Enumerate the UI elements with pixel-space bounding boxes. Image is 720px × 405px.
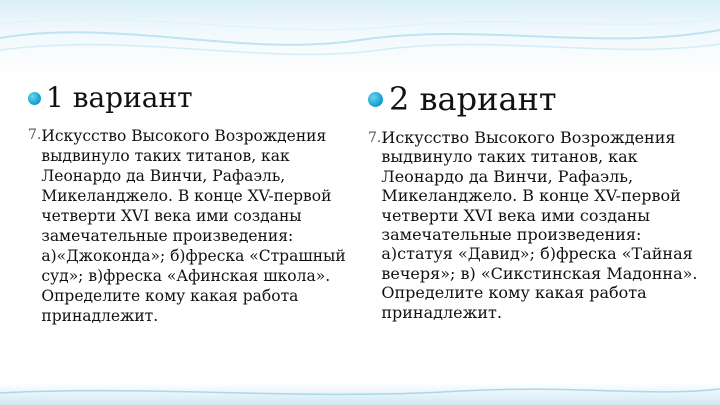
bottom-wave-decoration <box>0 383 720 405</box>
variant-2-question <box>368 128 698 322</box>
variant-1-title: 1 вариант <box>46 81 193 114</box>
question-text: Искусство Высокого Возрождения выдвинуло таких титанов, как Леонардо да Винчи, Рафаэль, Микеланджело. В конце XV-первой четверти XVI века ими созданы замечательные произведения: а)статуя «Давид»; б)фреска «Тайная вечеря»; в) «Сикстинская Мадонна». Определите кому какая работа принадлежит. <box>381 128 698 322</box>
variant-1-question <box>28 126 353 326</box>
bullet-icon <box>368 92 383 107</box>
bullet-icon <box>28 92 41 105</box>
question-number: 7. <box>28 127 42 143</box>
question-number: 7. <box>368 130 382 146</box>
variant-2-heading <box>368 78 698 120</box>
variant-1-column <box>28 78 353 326</box>
top-wave-decoration <box>0 0 720 74</box>
variant-2-title: 2 вариант <box>389 80 557 118</box>
variant-2-column <box>368 78 698 322</box>
question-text: Искусство Высокого Возрождения выдвинуло таких титанов, как Леонардо да Винчи, Рафаэль, Микеланджело. В конце XV-первой четверти XVI века ими созданы замечательные произведения: а)«Джоконда»; б)фреска «Страшный суд»; в)фреска «Афинская школа». Определите кому какая работа принадлежит. <box>41 127 346 325</box>
variant-1-heading <box>28 78 353 118</box>
